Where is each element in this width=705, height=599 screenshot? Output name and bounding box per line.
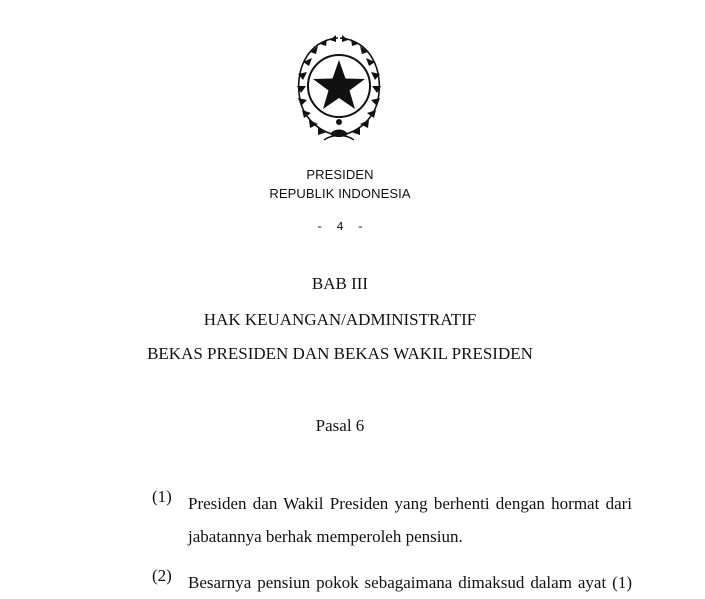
chapter-subtitle-2: BEKAS PRESIDEN DAN BEKAS WAKIL PRESIDEN: [147, 344, 533, 363]
chapter-subtitle-1: HAK KEUANGAN/ADMINISTRATIF: [203, 310, 477, 329]
clause-number: (1): [152, 487, 172, 506]
clause-line: Besarnya pensiun pokok sebagaimana dimaksud dalam ayat (1): [188, 573, 632, 592]
clause-line: Presiden dan Wakil Presiden yang berhenti dengan hormat dari: [188, 494, 632, 513]
clause-text: [188, 566, 632, 599]
header-republik-indonesia: REPUBLIK INDONESIA: [269, 186, 411, 201]
clause-text: [188, 487, 632, 553]
presidential-emblem-icon: [288, 30, 390, 148]
header-presiden: PRESIDEN: [306, 167, 374, 182]
clause-line: jabatannya berhak memperoleh pensiun.: [188, 527, 463, 546]
chapter-title: BAB III: [311, 274, 369, 293]
clause-number: (2): [152, 566, 172, 585]
article-heading: Pasal 6: [315, 416, 365, 435]
page-number: - 4 -: [315, 220, 364, 234]
